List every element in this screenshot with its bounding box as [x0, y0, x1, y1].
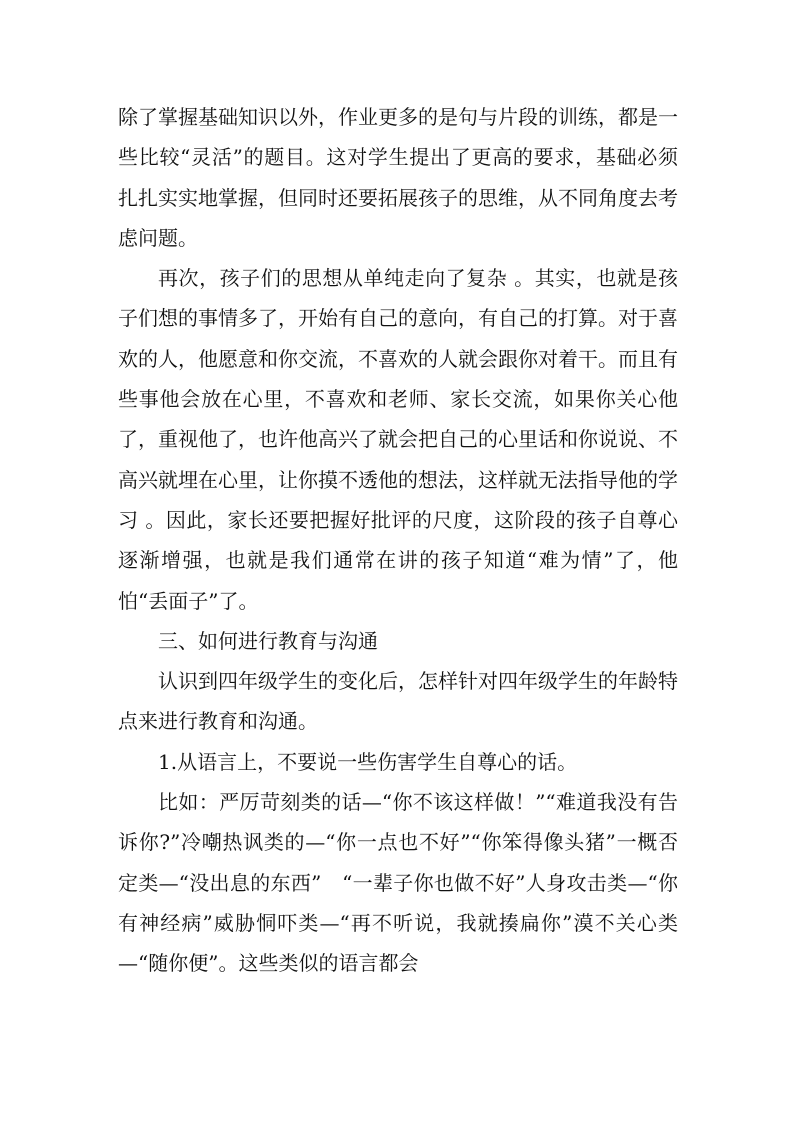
paragraph-intro: 认识到四年级学生的变化后，怎样针对四年级学生的年龄特点来进行教育和沟通。: [118, 669, 678, 734]
list-item-1: 1.从语言上，不要说一些伤害学生自尊心的话。: [158, 749, 578, 774]
body-text: [118, 97, 678, 984]
paragraph-thinking-complexity: 再次，孩子们的思想从单纯走向了复杂 。其实，也就是孩子们想的事情多了，开始有自己的意向，有自己的打算。对于喜欢的人，他愿意和你交流，不喜欢的人就会跟你对着干。而且有些事他会放在心里，不喜欢和老师、家长交流，如果你关心他了，重视他了，也许他高兴了就会把自己的心里话和你说说、不高兴就埋在心里，让你摸不透他的想法，这样就无法指导他的学习 。因此，家长还要把握好批评的尺度，这阶段的孩子自尊心逐渐增强，也就是我们通常在讲的孩子知道“难为情”了，他怕“丢面子”了。: [118, 266, 678, 613]
paragraph-examples: 比如：严厉苛刻类的话—“你不该这样做！”“难道我没有告诉你?”冷嘲热讽类的—“你一点也不好”“你笨得像头猪”一概否定类—“没出息的东西” “一辈子你也做不好”人身攻击类—“你有神经病”威胁恫吓类—“再不听说，我就揍扁你”漠不关心类—“随你便”。这些类似的语言都会: [118, 790, 678, 976]
paragraph-study-requirements: 除了掌握基础知识以外，作业更多的是句与片段的训练，都是一些比较“灵活”的题目。这对学生提出了更高的要求，基础必须扎扎实实地掌握，但同时还要拓展孩子的思维，从不同角度去考虑问题。: [118, 105, 678, 250]
section-heading: 三、如何进行教育与沟通: [158, 628, 378, 653]
